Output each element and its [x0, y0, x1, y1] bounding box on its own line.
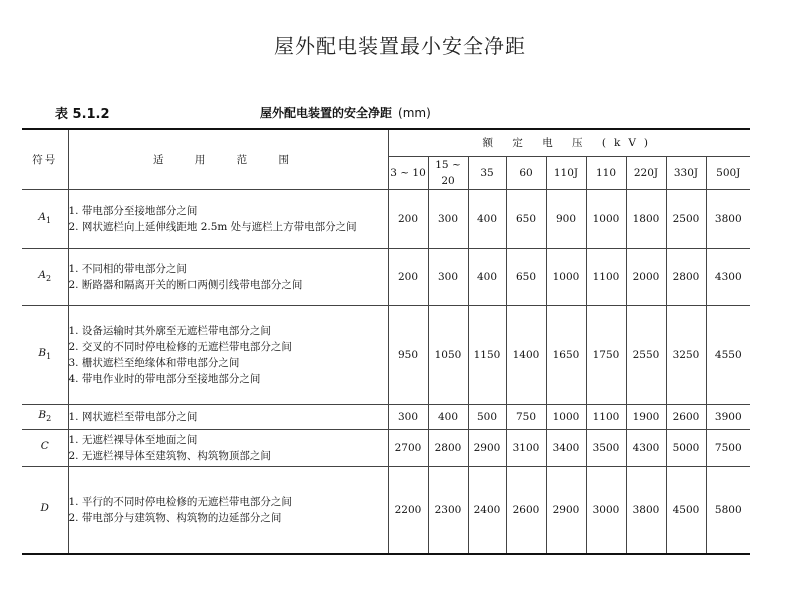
value-cell: 3250	[666, 306, 706, 405]
table-caption-text: 屋外配电装置的安全净距	[260, 106, 393, 120]
symbol-subscript: 1	[46, 216, 52, 226]
value-cell: 2700	[388, 430, 428, 467]
row-scope	[68, 467, 388, 555]
header-row-1	[22, 129, 750, 157]
value-cell: 300	[428, 249, 468, 306]
value-cell: 2900	[468, 430, 506, 467]
symbol-letter: A	[38, 268, 46, 281]
table-row	[22, 249, 750, 306]
row-symbol	[22, 249, 68, 306]
value-cell: 4300	[706, 249, 750, 306]
row-symbol	[22, 430, 68, 467]
value-cell: 1000	[546, 405, 586, 430]
row-symbol	[22, 405, 68, 430]
value-cell: 300	[388, 405, 428, 430]
header-voltage: 110J	[546, 157, 586, 190]
scope-line: 1. 无遮栏裸导体至地面之间	[68, 434, 198, 446]
value-cell: 1800	[626, 190, 666, 249]
symbol-letter: B	[38, 408, 47, 421]
header-voltage: 110	[586, 157, 626, 190]
table-row	[22, 405, 750, 430]
symbol-letter: D	[40, 501, 49, 514]
value-cell: 2600	[506, 467, 546, 555]
value-cell: 1100	[586, 405, 626, 430]
value-cell: 1900	[626, 405, 666, 430]
scope-line: 3. 栅状遮栏至绝缘体和带电部分之间	[68, 357, 240, 369]
scope-line: 1. 不同相的带电部分之间	[68, 263, 187, 275]
value-cell: 2550	[626, 306, 666, 405]
value-cell: 1050	[428, 306, 468, 405]
row-symbol	[22, 467, 68, 555]
value-cell: 650	[506, 190, 546, 249]
row-scope	[68, 249, 388, 306]
scope-line: 1. 设备运输时其外廓至无遮栏带电部分之间	[68, 325, 271, 337]
value-cell: 300	[428, 190, 468, 249]
row-scope	[68, 430, 388, 467]
value-cell: 3800	[706, 190, 750, 249]
header-voltage: 220J	[626, 157, 666, 190]
value-cell: 3000	[586, 467, 626, 555]
value-cell: 650	[506, 249, 546, 306]
value-cell: 1100	[586, 249, 626, 306]
value-cell: 750	[506, 405, 546, 430]
value-cell: 1000	[546, 249, 586, 306]
scope-line: 2. 交叉的不同时停电检修的无遮栏带电部分之间	[68, 341, 292, 353]
value-cell: 2600	[666, 405, 706, 430]
value-cell: 2400	[468, 467, 506, 555]
scope-line: 2. 网状遮栏向上延伸线距地 2.5m 处与遮栏上方带电部分之间	[68, 221, 357, 233]
row-scope	[68, 190, 388, 249]
value-cell: 200	[388, 190, 428, 249]
value-cell: 3100	[506, 430, 546, 467]
header-voltage: 60	[506, 157, 546, 190]
value-cell: 3400	[546, 430, 586, 467]
scope-line: 1. 平行的不同时停电检修的无遮栏带电部分之间	[68, 496, 292, 508]
value-cell: 2000	[626, 249, 666, 306]
symbol-subscript: 2	[46, 414, 52, 424]
value-cell: 4500	[666, 467, 706, 555]
header-voltage: 3 ~ 10	[388, 157, 428, 190]
value-cell: 3500	[586, 430, 626, 467]
scope-line: 1. 网状遮栏至带电部分之间	[68, 411, 198, 423]
symbol-subscript: 1	[46, 352, 52, 362]
symbol-letter: C	[40, 439, 49, 452]
table-row	[22, 467, 750, 555]
value-cell: 7500	[706, 430, 750, 467]
value-cell: 4550	[706, 306, 750, 405]
value-cell: 2800	[428, 430, 468, 467]
header-voltage-group: 额 定 电 压 (kV)	[388, 129, 750, 157]
value-cell: 1650	[546, 306, 586, 405]
value-cell: 950	[388, 306, 428, 405]
value-cell: 5000	[666, 430, 706, 467]
table-row	[22, 430, 750, 467]
header-voltage: 35	[468, 157, 506, 190]
symbol-subscript: 2	[46, 274, 52, 284]
value-cell: 4300	[626, 430, 666, 467]
value-cell: 2500	[666, 190, 706, 249]
value-cell: 2300	[428, 467, 468, 555]
value-cell: 400	[428, 405, 468, 430]
value-cell: 3900	[706, 405, 750, 430]
header-symbol: 符号	[22, 129, 68, 190]
value-cell: 500	[468, 405, 506, 430]
header-voltage: 330J	[666, 157, 706, 190]
row-scope	[68, 306, 388, 405]
value-cell: 400	[468, 249, 506, 306]
row-scope	[68, 405, 388, 430]
table-row	[22, 306, 750, 405]
scope-line: 4. 带电作业时的带电部分至接地部分之间	[68, 373, 261, 385]
header-scope: 适 用 范 围	[68, 129, 388, 190]
table-row	[22, 190, 750, 249]
scope-line: 2. 无遮栏裸导体至建筑物、构筑物顶部之间	[68, 450, 271, 462]
value-cell: 1000	[586, 190, 626, 249]
value-cell: 2200	[388, 467, 428, 555]
value-cell: 1150	[468, 306, 506, 405]
value-cell: 5800	[706, 467, 750, 555]
table-number: 表 5.1.2	[55, 107, 110, 122]
row-symbol	[22, 306, 68, 405]
table-caption	[260, 104, 590, 121]
symbol-letter: B	[38, 346, 47, 359]
value-cell: 200	[388, 249, 428, 306]
value-cell: 2800	[666, 249, 706, 306]
scope-line: 2. 带电部分与建筑物、构筑物的边延部分之间	[68, 512, 282, 524]
symbol-letter: A	[38, 210, 46, 223]
header-voltage: 500J	[706, 157, 750, 190]
value-cell: 3800	[626, 467, 666, 555]
table-body	[22, 190, 750, 555]
scope-line: 2. 断路器和隔离开关的断口两侧引线带电部分之间	[68, 279, 303, 291]
header-voltage: 15 ~ 20	[428, 157, 468, 190]
value-cell: 400	[468, 190, 506, 249]
row-symbol	[22, 190, 68, 249]
table-unit: (mm)	[398, 106, 431, 120]
value-cell: 900	[546, 190, 586, 249]
clearance-table	[22, 128, 750, 555]
page-title: 屋外配电装置最小安全净距	[274, 34, 526, 58]
value-cell: 1750	[586, 306, 626, 405]
value-cell: 1400	[506, 306, 546, 405]
value-cell: 2900	[546, 467, 586, 555]
scope-line: 1. 带电部分至接地部分之间	[68, 205, 198, 217]
